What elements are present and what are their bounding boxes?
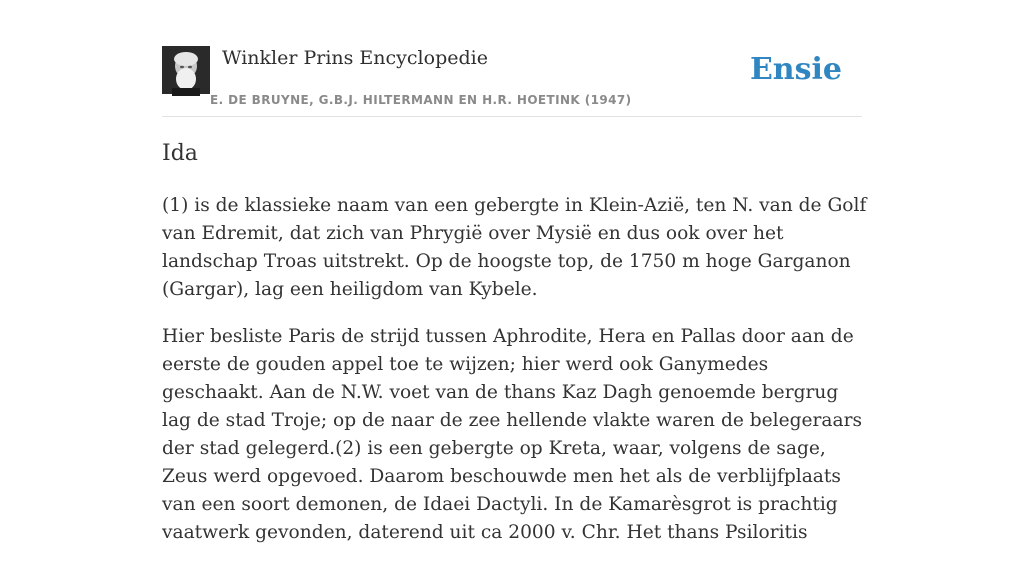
book-title[interactable]: Winkler Prins Encyclopedie [222, 47, 488, 69]
entry-paragraph: (1) is de klassieke naam van een gebergte in Klein-Azië, ten N. van de Golf van Edremit, dat zich van Phrygië over Mysië en dus ook over het landschap Troas uitstrekt. Op de hoogste top, de 1750 m hoge Garganon (Gargar), lag een heiligdom van Kybele. [162, 195, 867, 300]
book-authors: E. DE BRUYNE, G.B.J. HILTERMANN EN H.R. HOETINK (1947) [210, 93, 632, 107]
author-avatar-icon [162, 46, 210, 94]
entry-title: Ida [162, 141, 198, 166]
entry-paragraph: Hier besliste Paris de strijd tussen Aphrodite, Hera en Pallas door aan de eerste de gouden appel toe te wijzen; hier werd ook Ganymedes geschaakt. Aan de N.W. voet van de thans Kaz Dagh genoemde bergrug lag de stad Troje; op de naar de zee hellende vlakte waren de belegeraars der stad gelegerd.(2) is een gebergte op Kreta, waar, volgens de sage, Zeus werd opgevoed. Daarom beschouwde men het als de verblijfplaats van een soort demonen, de Idaei Dactyli. In de Kamarèsgrot is prachtig vaatwerk gevonden, daterend uit ca 2000 v. Chr. Het thans Psiloritis [162, 326, 863, 543]
entry-body [162, 192, 872, 566]
ensie-logo-link[interactable]: Ensie [749, 52, 842, 87]
book-header [162, 46, 862, 117]
portrait-icon [162, 46, 210, 94]
